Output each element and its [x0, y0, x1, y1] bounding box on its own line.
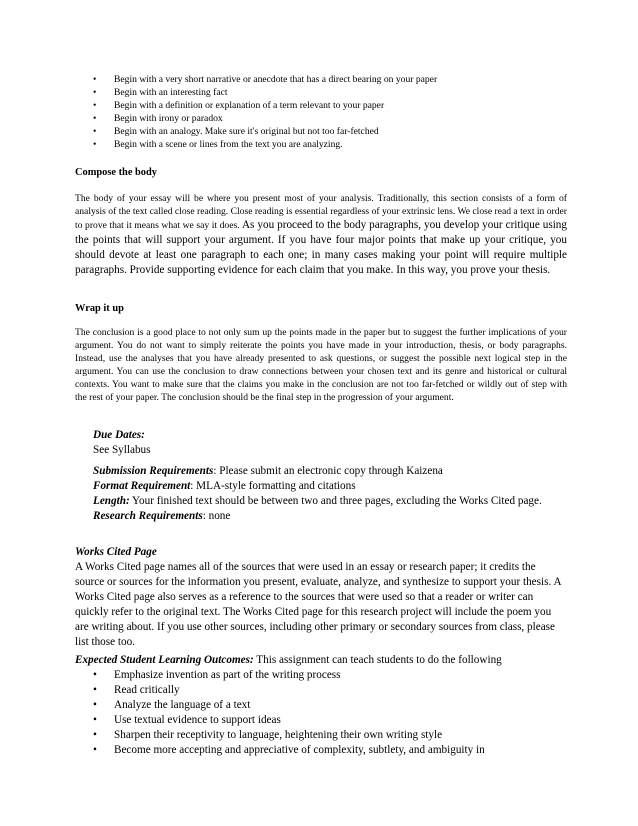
works-cited-title: Works Cited Page: [75, 546, 157, 558]
submission-value: : Please submit an electronic copy through Kaizena: [213, 465, 443, 477]
list-item: • Begin with an interesting fact: [93, 86, 573, 99]
intro-bullet-list: [93, 73, 573, 151]
due-dates-section: [93, 428, 563, 458]
format-value: : MLA-style formatting and citations: [190, 480, 356, 492]
list-item: • Begin with a scene or lines from the text you are analyzing.: [93, 138, 573, 151]
compose-heading: Compose the body: [75, 167, 157, 178]
requirements-section: [93, 464, 573, 524]
list-item: • Begin with a very short narrative or anecdote that has a direct bearing on your paper: [93, 73, 573, 86]
list-item: • Begin with an analogy. Make sure it's original but not too far-fetched: [93, 125, 573, 138]
submission-label: Submission Requirements: [93, 465, 214, 477]
outcomes-intro-line: [75, 653, 567, 668]
works-cited-paragraph: A Works Cited page names all of the sources that were used in an essay or research paper; it credits the source or sources for the information you present, evaluate, analyze, and synthesize to support your thesis. A Works Cited page also serves as a reference to the sources that were used so that a reader or writer can quickly refer to the original text. The Works Cited page for this research project will include the poem you are writing about. If you use other sources, including other primary or secondary sources from class, please list those too.: [75, 561, 561, 648]
research-line: [93, 509, 573, 524]
list-item: • Use textual evidence to support ideas: [93, 713, 567, 728]
list-item: • Read critically: [93, 683, 567, 698]
research-value: : none: [202, 510, 231, 522]
list-item: • Begin with irony or paradox: [93, 112, 573, 125]
due-dates-label: Due Dates:: [93, 429, 145, 441]
outcomes-label: Expected Student Learning Outcomes:: [75, 654, 254, 666]
list-item: • Sharpen their receptivity to language, heightening their own writing style: [93, 728, 567, 743]
works-cited-section: [75, 545, 567, 650]
research-label: Research Requirements: [93, 510, 203, 522]
list-item: • Become more accepting and appreciative of complexity, subtlety, and ambiguity in: [93, 743, 567, 758]
wrap-heading: Wrap it up: [75, 303, 124, 314]
format-line: [93, 479, 573, 494]
wrap-paragraph: The conclusion is a good place to not only sum up the points made in the paper but to suggest the further implications of your argument. You do not want to simply reiterate the points you have made in your introduction, thesis, or body paragraphs. Instead, use the analyses that you have already presented to ask questions, or suggest the possible next logical step in the argument. You can use the conclusion to draw connections between your chosen text and its genre and historical or cultural contexts. You want to make sure that the claims you make in the conclusion are not too far-fetched or wildly out of step with the rest of your paper. The conclusion should be the final step in the progression of your argument.: [75, 327, 567, 403]
outcomes-section: [75, 653, 567, 758]
due-dates-value: See Syllabus: [93, 444, 151, 456]
outcomes-list: [93, 668, 567, 758]
length-line: [93, 494, 573, 509]
length-label: Length:: [93, 495, 130, 507]
list-item: • Emphasize invention as part of the writing process: [93, 668, 567, 683]
list-item: • Analyze the language of a text: [93, 698, 567, 713]
format-label: Format Requirement: [93, 480, 191, 492]
compose-text-small: The body of your essay will be where you present most of your analysis. Traditionally, this section consists of a form of analysis of the text called close reading. Close reading is essential regardless of your extrinsic lens. We close read a text in order to prove that it means what we say it does.: [75, 193, 567, 231]
compose-paragraph: [75, 192, 567, 278]
list-item: • Begin with a definition or explanation of a term relevant to your paper: [93, 99, 573, 112]
compose-text-large: As you proceed to the body paragraphs, you develop your critique using the points that will support your argument. If you have four major points that make up your critique, you should devote at least one paragraph to each one; in many cases making your point will require multiple paragraphs. Provide supporting evidence for each claim that you make. In this way, you prove your thesis.: [75, 219, 567, 276]
outcomes-intro: This assignment can teach students to do the following: [253, 654, 502, 666]
length-value: Your finished text should be between two and three pages, excluding the Works Cited page.: [129, 495, 542, 507]
submission-line: [93, 464, 573, 479]
